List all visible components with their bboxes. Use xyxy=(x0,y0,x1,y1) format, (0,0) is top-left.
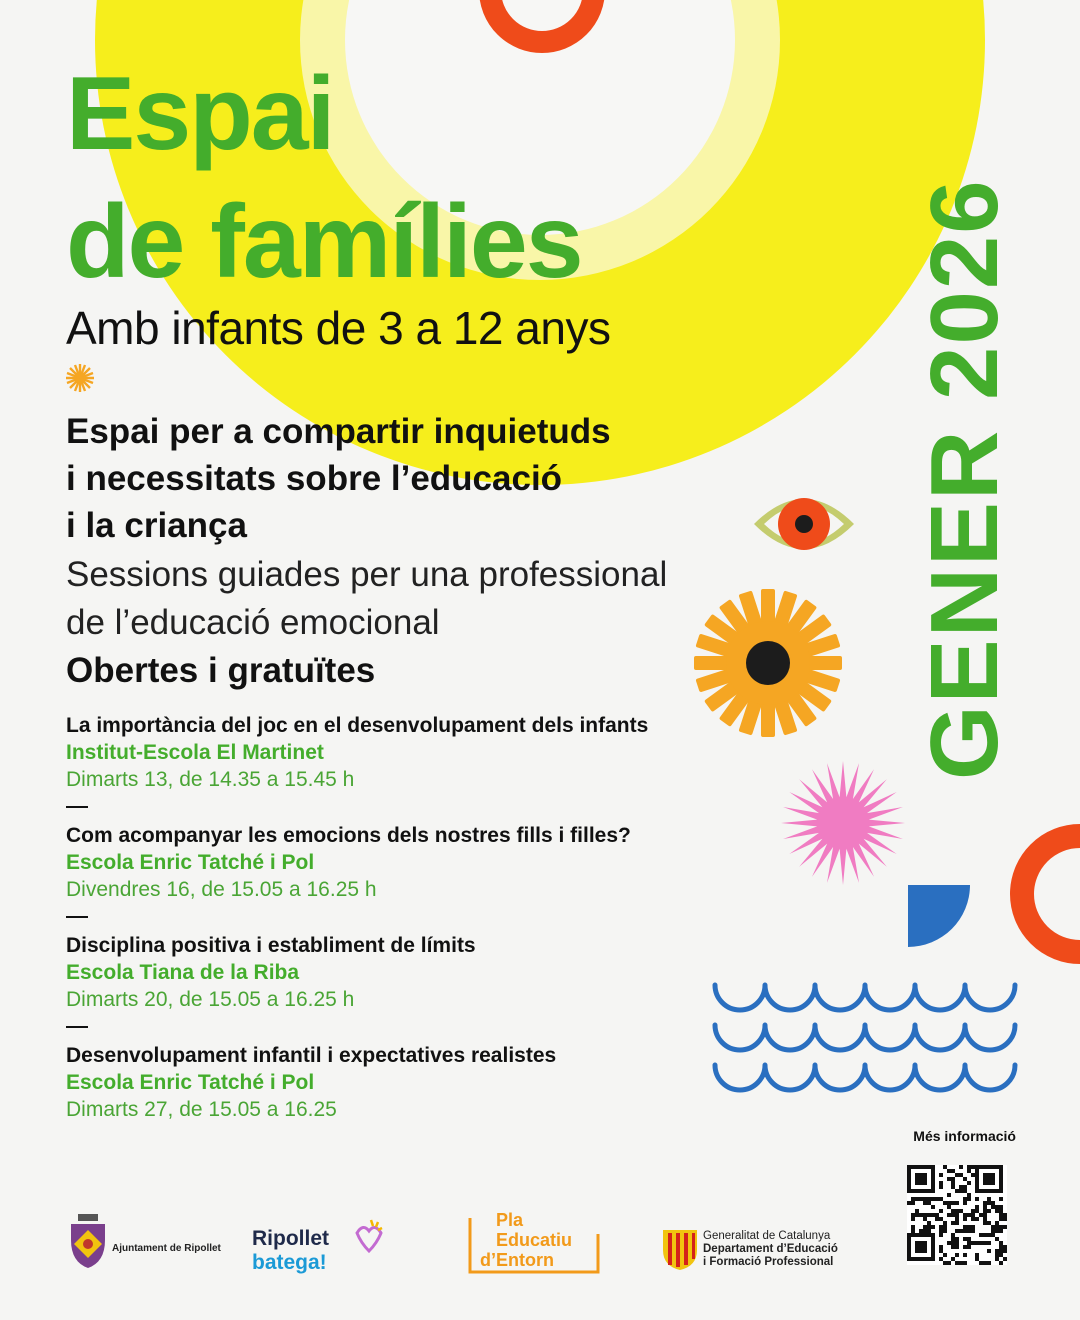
session-item xyxy=(66,932,706,1042)
session-date: Dimarts 27, de 15.05 a 16.25 xyxy=(66,1098,337,1121)
tagline-line: Espai per a compartir inquietuds xyxy=(66,412,611,451)
pla-educatiu-logo xyxy=(476,1210,572,1270)
session-venue: Escola Enric Tatché i Pol xyxy=(66,1071,315,1094)
pla-logo-line: Pla xyxy=(496,1210,524,1230)
session-venue: Escola Tiana de la Riba xyxy=(66,961,300,984)
generalitat-logo-line1: Generalitat de Catalunya xyxy=(703,1230,831,1242)
waves-shape xyxy=(715,985,1015,1090)
tagline-line: i necessitats sobre l’educació xyxy=(66,459,563,498)
eye-icon xyxy=(754,498,854,550)
page-title-line1: Espai xyxy=(66,56,334,172)
session-topic: Disciplina positiva i establiment de límits xyxy=(66,934,476,957)
pla-logo-line: d’Entorn xyxy=(480,1250,554,1270)
session-topic: Com acompanyar les emocions dels nostres fills i filles? xyxy=(66,824,631,847)
pla-logo-line: Educatiu xyxy=(496,1230,573,1250)
sunflower-icon xyxy=(694,589,842,737)
ajuntament-logo-text: Ajuntament de Ripollet xyxy=(112,1243,221,1254)
session-topic: La importància del joc en el desenvolupament dels infants xyxy=(66,714,649,737)
session-item xyxy=(66,1042,706,1152)
qr-code xyxy=(907,1165,1007,1265)
heart-icon xyxy=(357,1227,381,1251)
session-venue: Institut-Escola El Martinet xyxy=(66,741,324,764)
generalitat-logo-line3: i Formació Professional xyxy=(703,1256,834,1268)
blue-quarter-shape xyxy=(908,885,970,947)
ripollet-logo-line1: Ripollet xyxy=(252,1227,329,1250)
session-divider xyxy=(66,916,88,918)
pink-star-icon xyxy=(781,761,905,885)
generalitat-emblem-icon xyxy=(663,1230,697,1270)
session-date: Dimarts 13, de 14.35 a 15.45 h xyxy=(66,768,355,791)
more-info-label: Més informació xyxy=(913,1128,1016,1144)
ajuntament-shield-icon xyxy=(71,1214,105,1268)
session-divider xyxy=(66,1026,88,1028)
small-sun-icon xyxy=(66,364,94,392)
session-divider xyxy=(66,806,88,808)
session-item xyxy=(66,822,706,932)
tagline-line: i la criança xyxy=(66,506,247,545)
right-orange-arc xyxy=(1022,836,1080,952)
ripollet-logo-line2: batega! xyxy=(252,1251,327,1274)
intro-line: Sessions guiades per una professional xyxy=(66,555,668,594)
page-title-line2: de famílies xyxy=(66,184,582,300)
session-topic: Desenvolupament infantil i expectatives realistes xyxy=(66,1044,557,1067)
session-item xyxy=(66,712,706,822)
intro-line: de l’educació emocional xyxy=(66,603,440,642)
year-label: GENER 2026 xyxy=(911,178,1018,780)
generalitat-logo-line2: Departament d’Educació xyxy=(703,1243,838,1255)
session-date: Divendres 16, de 15.05 a 16.25 h xyxy=(66,878,377,901)
free-label: Obertes i gratuïtes xyxy=(66,651,376,690)
tagline xyxy=(66,408,611,549)
session-venue: Escola Enric Tatché i Pol xyxy=(66,851,315,874)
sessions-list xyxy=(66,712,706,1152)
session-date: Dimarts 20, de 15.05 a 16.25 h xyxy=(66,988,355,1011)
subtitle: Amb infants de 3 a 12 anys xyxy=(66,302,611,354)
